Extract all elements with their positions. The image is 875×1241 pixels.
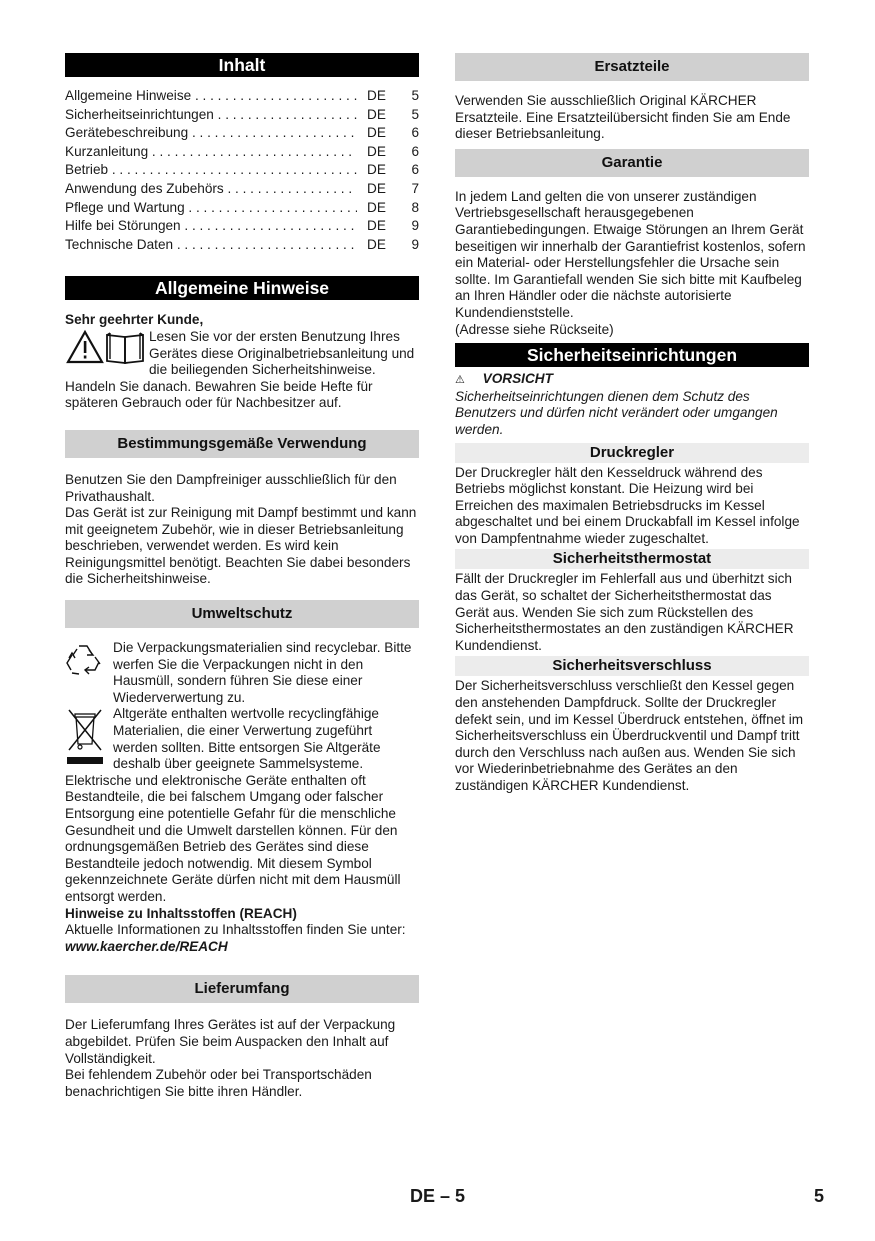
toc-row[interactable] xyxy=(65,106,419,125)
paragraph: Der Druckregler hält den Kesseldruck während des Betriebs möglichst konstant. Die Heizung wird bei Erreichen des maximalen Betriebsdrucks im Kessel abgeschaltet und bei einem Druckabfall im Kessel infolge von Dampfentnahme wieder zugeschaltet. xyxy=(455,464,800,546)
section-heading-allgemeine-hinweise: Allgemeine Hinweise xyxy=(65,276,419,300)
paragraph: Fällt der Druckregler im Fehlerfall aus und überhitzt sich das Gerät, so schaltet der Sicherheitsthermostat das Gerät aus. Wenden Sie sich zum Rückstellen des Sicherheitsthermostates an den zuständigen KÄRCHER Kundendienst. xyxy=(455,571,794,653)
toc-row[interactable] xyxy=(65,236,419,255)
toc-entry-title: Gerätebeschreibung . . . xyxy=(65,124,357,143)
toc-heading: Inhalt xyxy=(65,53,419,77)
toc-entry-lang: DE xyxy=(367,106,386,122)
table-of-contents xyxy=(65,87,419,254)
paragraph: Verwenden Sie ausschließlich Original KÄRCHER Ersatzteile. Eine Ersatzteilübersicht finden Sie am Ende dieser Betriebsanleitung. xyxy=(455,93,791,142)
paragraph: Der Sicherheitsverschluss verschließt den Kessel gegen den anstehenden Dampfdruck. Sollte der Druckregler defekt sein, und im Kessel Überdruck entstehen, öffnet im Sicherheitsverschluss ein Überdruckventil und Dampf tritt durch den Verschluss nach außen aus. Wenden Sie sich vor Wiederinbetriebnahme des Gerätes an den zuständigen KÄRCHER Kundendienst. xyxy=(455,678,804,793)
warning-icon: ⚠ xyxy=(455,374,465,387)
toc-entry-lang: DE xyxy=(367,125,386,141)
toc-entry-page: 6 xyxy=(411,125,419,141)
recycle-notice xyxy=(65,640,419,706)
paragraph: Aktuelle Informationen zu Inhaltsstoffen finden Sie unter: xyxy=(65,922,406,938)
section-heading-umweltschutz: Umweltschutz xyxy=(65,600,419,628)
recycle-text: Die Verpackungsmaterialien sind recyclebar. Bitte werfen Sie die Verpackungen nicht in den Hausmüll, sondern führen Sie diese einer Wiederverwertung zu. xyxy=(113,640,412,705)
caution-label: VORSICHT xyxy=(482,371,553,387)
subheading-druckregler: Druckregler xyxy=(455,443,809,463)
section-heading-bestimmung: Bestimmungsgemäße Verwendung xyxy=(65,430,419,458)
paragraph: Der Lieferumfang Ihres Gerätes ist auf der Verpackung abgebildet. Prüfen Sie beim Auspacken den Inhalt auf Vollständigkeit. xyxy=(65,1017,396,1066)
read-manual-notice xyxy=(65,329,419,379)
toc-entry-title: Allgemeine Hinweise . . . xyxy=(65,87,357,106)
toc-entry-title: Technische Daten . . . xyxy=(65,236,357,255)
toc-row[interactable] xyxy=(65,199,419,218)
toc-entry-title: Betrieb . . . xyxy=(65,161,357,180)
read-manual-text: Lesen Sie vor der ersten Benutzung Ihres Gerätes diese Originalbetriebsanleitung und die beiliegenden Sicherheitshinweise. xyxy=(149,328,415,378)
right-column xyxy=(455,53,809,795)
paragraph: Bei fehlendem Zubehör oder bei Transportschäden benachrichtigen Sie bitte ihren Händler. xyxy=(65,1067,372,1099)
section-heading-sicherheitseinrichtungen: Sicherheitseinrichtungen xyxy=(455,343,809,367)
toc-entry-title: Anwendung des Zubehörs . . . xyxy=(65,180,357,199)
crossed-bin-icon xyxy=(65,706,113,772)
toc-row[interactable] xyxy=(65,87,419,106)
toc-entry-lang: DE xyxy=(367,162,386,178)
paragraph: Elektrische und elektronische Geräte enthalten oft Bestandteile, die bei falschem Umgang oder falscher Entsorgung eine potentielle Gefahr für die menschliche Gesundheit und die Umwelt darstellen können. Für den ordnungsgemäßen Betrieb des Gerätes sind diese Bestandteile jedoch notwendig. Mit diesem Symbol gekennzeichnete Geräte dürfen nicht mit dem Hausmüll entsorgt werden. xyxy=(65,772,401,904)
caution-text: Sicherheitseinrichtungen dienen dem Schutz des Benutzers und dürfen nicht verändert oder umgangen werden. xyxy=(455,388,778,437)
toc-row[interactable] xyxy=(65,180,419,199)
toc-entry-lang: DE xyxy=(367,236,386,252)
page-label: DE – 5 xyxy=(410,1186,466,1206)
toc-entry-title: Hilfe bei Störungen . . . xyxy=(65,217,357,236)
toc-entry-lang: DE xyxy=(367,218,386,234)
caution-line xyxy=(455,371,809,389)
paragraph: Benutzen Sie den Dampfreiniger ausschließlich für den Privathaushalt. xyxy=(65,471,397,504)
read-manual-icon xyxy=(65,329,149,379)
paragraph: Handeln Sie danach. Bewahren Sie beide Hefte für späteren Gebrauch oder für Nachbesitzer auf. xyxy=(65,378,373,411)
toc-entry-page: 5 xyxy=(411,106,419,122)
toc-entry-lang: DE xyxy=(367,180,386,196)
reach-heading: Hinweise zu Inhaltsstoffen (REACH) xyxy=(65,905,297,921)
toc-entry-page: 6 xyxy=(411,143,419,159)
left-column xyxy=(65,53,419,1100)
toc-entry-page: 9 xyxy=(411,218,419,234)
subheading-sicherheitsverschluss: Sicherheitsverschluss xyxy=(455,656,809,676)
toc-row[interactable] xyxy=(65,217,419,236)
section-heading-garantie: Garantie xyxy=(455,149,809,177)
paragraph: In jedem Land gelten die von unserer zuständigen Vertriebsgesellschaft herausgegebenen Garantiebedingungen. Etwaige Störungen an Ihrem Gerät beseitigen wir innerhalb der Garantiefrist kostenlos, sofern ein Material- oder Herstellungsfehler die Ursache sein sollte. Im Garantiefall wenden Sie sich bitte mit Kaufbeleg an Ihren Händler oder die nächste autorisierte Kundendienststelle. xyxy=(455,188,806,320)
toc-entry-page: 9 xyxy=(411,236,419,252)
toc-row[interactable] xyxy=(65,124,419,143)
toc-entry-title: Sicherheitseinrichtungen . . . xyxy=(65,106,357,125)
weee-text: Altgeräte enthalten wertvolle recyclingfähige Materialien, die einer Verwertung zugeführt werden sollten. Bitte entsorgen Sie Altgeräte deshalb über geeignete Sammelsysteme. xyxy=(113,706,381,772)
paragraph: (Adresse siehe Rückseite) xyxy=(455,321,614,337)
section-heading-ersatzteile: Ersatzteile xyxy=(455,53,809,81)
reach-link[interactable]: www.kaercher.de/REACH xyxy=(65,938,228,954)
toc-entry-page: 6 xyxy=(411,162,419,178)
subheading-sicherheitsthermostat: Sicherheitsthermostat xyxy=(455,549,809,569)
page-number: 5 xyxy=(814,1186,825,1206)
toc-entry-page: 7 xyxy=(411,180,419,196)
toc-entry-lang: DE xyxy=(367,143,386,159)
greeting: Sehr geehrter Kunde, xyxy=(65,312,204,328)
paragraph: Das Gerät ist zur Reinigung mit Dampf bestimmt und kann mit geeignetem Zubehör, wie in dieser Betriebsanleitung beschrieben, verwendet werden. Es wird kein Reinigungsmittel benötigt. Beachten Sie dabei besonders die Sicherheitshinweise. xyxy=(65,505,417,587)
toc-row[interactable] xyxy=(65,161,419,180)
toc-row[interactable] xyxy=(65,143,419,162)
toc-entry-title: Pflege und Wartung . . . xyxy=(65,199,357,218)
toc-entry-title: Kurzanleitung . . . xyxy=(65,143,357,162)
recycle-icon xyxy=(65,640,113,706)
section-heading-lieferumfang: Lieferumfang xyxy=(65,975,419,1003)
toc-entry-lang: DE xyxy=(367,88,386,103)
toc-entry-lang: DE xyxy=(367,199,386,215)
weee-notice xyxy=(65,706,419,772)
toc-entry-page: 5 xyxy=(411,88,419,103)
toc-entry-page: 8 xyxy=(411,199,419,215)
